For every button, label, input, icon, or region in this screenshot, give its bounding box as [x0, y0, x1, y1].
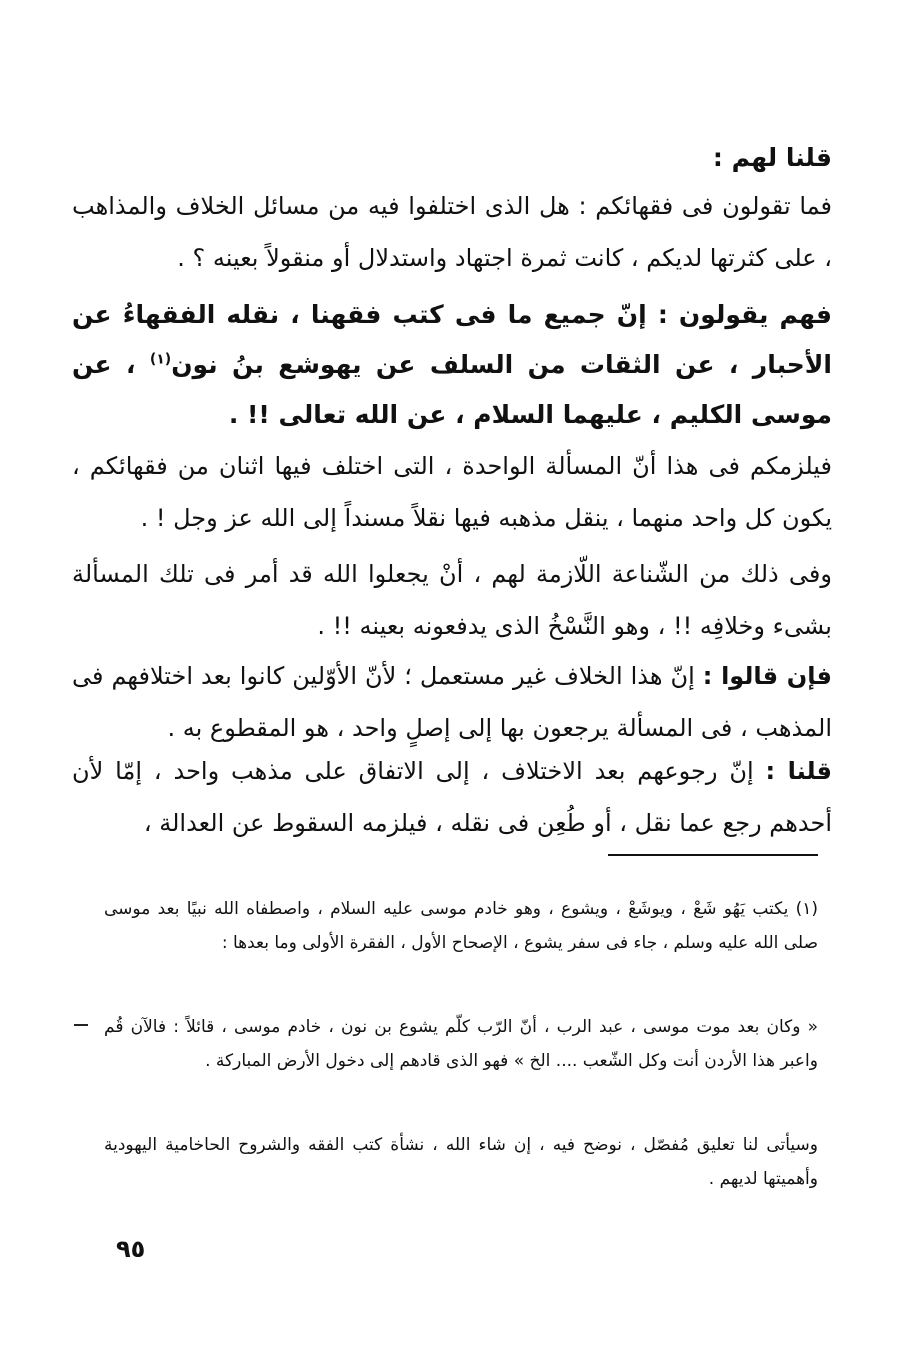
objection-text: إنّ هذا الخلاف غير مستعمل ؛ لأنّ الأوّلين كانوا بعد اختلافهم فى المذهب ، فى المسألة يرجعون بها إلى إصلٍ واحد ، هو المقطوع به .: [72, 662, 832, 742]
paragraph-abrogation: وفى ذلك من الشّناعة اللّازمة لهم ، أنْ يجعلوا الله قد أمر فى تلك المسألة بشىء وخلافِه !! ، وهو النَّسْخُ الذى يدفعونه بعينه !! .: [72, 560, 832, 640]
paragraph-consequence: فيلزمكم فى هذا أنّ المسألة الواحدة ، التى اختلف فيها اثنان من فقهائكم ، يكون كل واحد منهما ، ينقل مذهبه فيها نقلاً مسنداً إلى الله عز وجل ! .: [72, 452, 832, 532]
paragraph-objection: [72, 650, 832, 754]
footnote-separator: [608, 854, 818, 856]
margin-mark: [74, 1024, 88, 1026]
reply-lead: قلنا :: [765, 757, 832, 785]
footnote-note: وسيأتى لنا تعليق مُفصّل ، نوضح فيه ، إن شاء الله ، نشأة كتب الفقه والشروح الحاخامية اليهودية وأهميتها لديهم .: [104, 1135, 818, 1189]
page-number: ٩٥: [116, 1235, 146, 1263]
footnote-quote: « وكان بعد موت موسى ، عبد الرب ، أنّ الرّب كلّم يشوع بن نون ، خادم موسى ، قائلاً : فالآن قُم واعبر هذا الأردن أنت وكل الشّعب .... الخ » فهو الذى قادهم إلى دخول الأرض المباركة .: [104, 1017, 818, 1071]
section-heading: قلنا لهم :: [712, 143, 832, 172]
paragraph-question: فما تقولون فى فقهائكم : هل الذى اختلفوا فيه من مسائل الخلاف والمذاهب ، على كثرتها لديكم ، كانت ثمرة اجتهاد واستدلال أو منقولاً بعينه ؟ .: [72, 192, 832, 272]
footnote-reference: (١): [149, 351, 172, 368]
paragraph-their-claim: [72, 290, 832, 440]
objection-lead: فإن قالوا :: [702, 662, 832, 690]
reply-text: إنّ رجوعهم بعد الاختلاف ، إلى الاتفاق على مذهب واحد ، إمّا لأن أحدهم رجع عما نقل ، أو طُعِن فى نقله ، فيلزمه السقوط عن العدالة ،: [72, 757, 832, 837]
claim-text-part1: فهم يقولون : إنّ جميع ما فى كتب فقهنا ، نقله الفقهاءُ عن الأحبار ، عن الثقات من السلف عن يهوشع بنُ نون: [72, 300, 832, 379]
footnote-1: (١) يكتب يَهُو شَعْ ، ويوشَعْ ، ويشوع ، وهو خادم موسى عليه السلام ، واصطفاه الله نبيًا بعد موسى صلى الله عليه وسلم ، جاء فى سفر يشوع ، الإصحاح الأول ، الفقرة الأولى وما بعدها :: [104, 899, 818, 953]
claim-text-part2: ، عن موسى الكليم ، عليهما السلام ، عن الله تعالى !! .: [72, 350, 832, 429]
paragraph-reply: [72, 745, 832, 849]
